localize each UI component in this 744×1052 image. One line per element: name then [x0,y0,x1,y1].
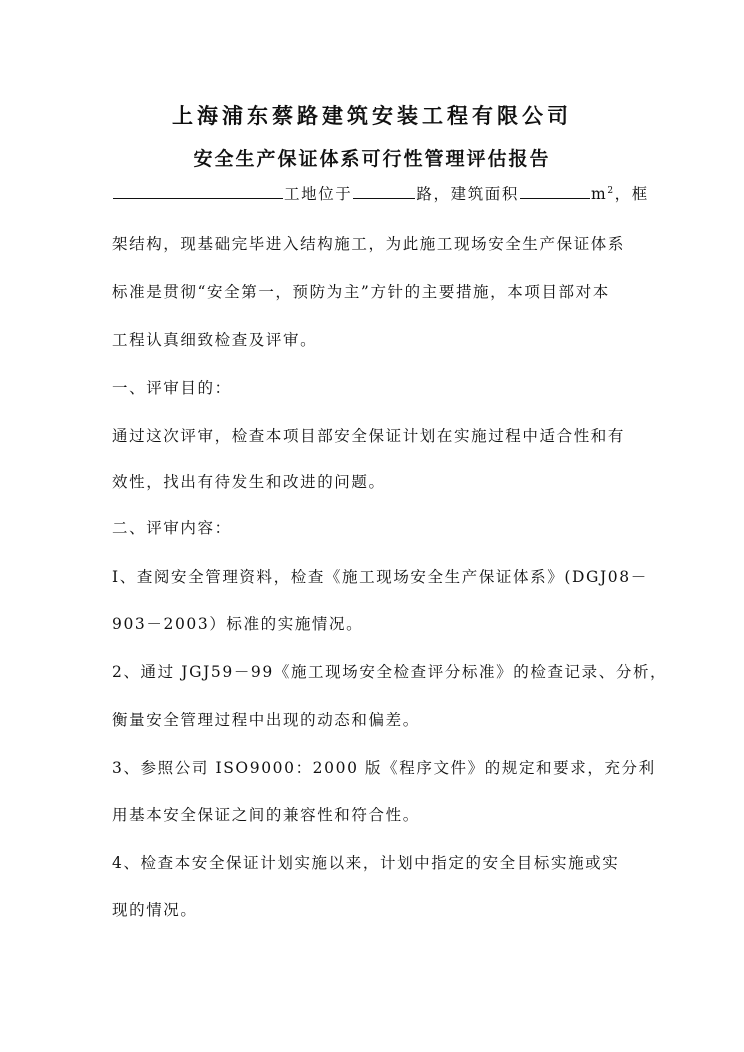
intro-text-a: 工地位于 [284,185,353,203]
intro-line-2: 架结构，现基础完毕进入结构施工，为此施工现场安全生产保证体系 [112,235,626,253]
intro-line-4: 工程认真细致检查及评审。 [112,331,318,349]
intro-text-b: 路，建筑面积 [416,185,520,203]
item3-line-2: 用基本安全保证之间的兼容性和符合性。 [112,806,420,824]
item2-line-2: 衡量安全管理过程中出现的动态和偏差。 [112,711,420,729]
area-unit: m [591,185,608,203]
area-unit-sup: 2 [607,185,615,196]
item1-line-1: I、查阅安全管理资料，检查《施工现场安全生产保证体系》(DGJ08－ [112,568,648,586]
report-title: 安全生产保证体系可行性管理评估报告 [193,148,551,170]
item2-line-1: 2、通过 JGJ59－99《施工现场安全检查评分标准》的检查记录、分析， [112,663,668,681]
item1-line-2: 903－2003）标准的实施情况。 [112,615,364,633]
intro-line-1 [112,182,649,204]
intro-text-c: ，框 [614,185,649,203]
intro-line-3: 标准是贯彻“安全第一，预防为主”方针的主要措施，本项目部对本 [112,283,610,301]
section1-heading: 一、评审目的： [112,379,232,397]
company-title: 上海浦东蔡路建筑安装工程有限公司 [172,103,572,128]
site-name-blank [113,184,283,199]
section1-line-2: 效性，找出有待发生和改进的问题。 [112,473,386,491]
road-name-blank [353,184,415,199]
item4-line-2: 现的情况。 [112,901,198,919]
item3-line-1: 3、参照公司 ISO9000：2000 版《程序文件》的规定和要求，充分利 [112,759,656,777]
section1-line-1: 通过这次评审，检查本项目部安全保证计划在实施过程中适合性和有 [112,427,626,445]
area-blank [520,184,590,199]
section2-heading: 二、评审内容： [112,519,232,537]
item4-line-1: 4、检查本安全保证计划实施以来，计划中指定的安全目标实施或实 [112,854,620,872]
